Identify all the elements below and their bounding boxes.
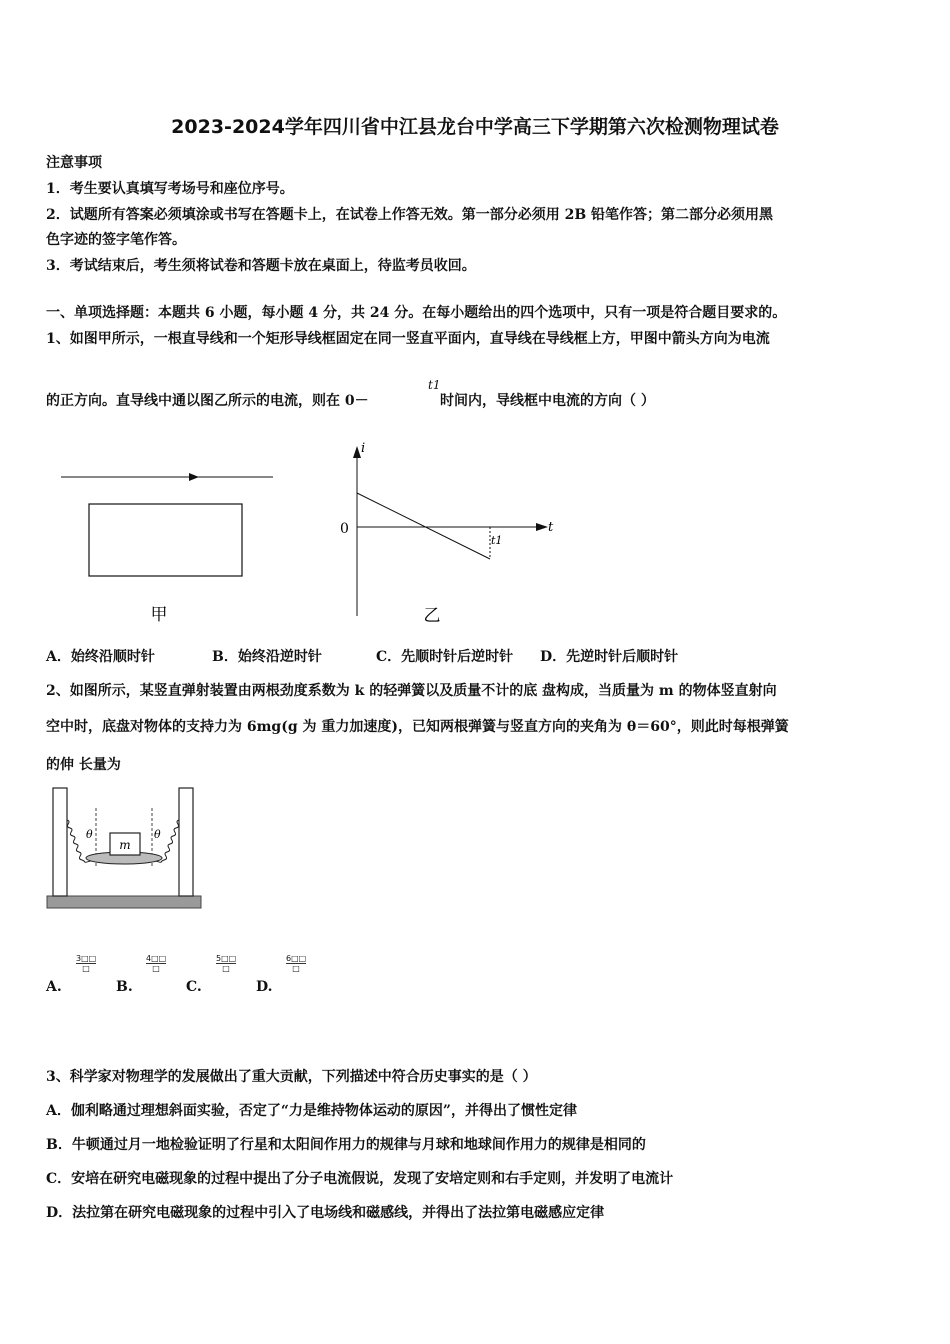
q2-option-c-label: C. (186, 979, 202, 995)
spring-launcher-figure (46, 786, 204, 912)
question-1-line: 时间内，导线框中电流的方向（ ） (440, 393, 655, 409)
q1-option-c: C．先顺时针后逆时针 (376, 649, 514, 665)
mass-label: m (119, 838, 131, 852)
right-angle-label: θ (154, 828, 161, 841)
q2-option-d-label: D. (256, 979, 273, 995)
page-title: 2023-2024学年四川省中江县龙台中学高三下学期第六次检测物理试卷 (171, 116, 779, 138)
q3-option-d: D．法拉第在研究电磁现象的过程中引入了电场线和磁感线，并得出了法拉第电磁感应定律 (46, 1205, 605, 1221)
question-2-line: 空中时，底盘对物体的支持力为 6mg(g 为 重力加速度)，已知两根弹簧与竖直方向的夹角为 θ＝60°，则此时每根弹簧 (46, 719, 789, 735)
question-3-stem: 3、科学家对物理学的发展做出了重大贡献，下列描述中符合历史事实的是（ ） (46, 1069, 537, 1085)
question-2-line: 的伸 长量为 (46, 757, 121, 773)
t-axis-arrow (536, 523, 548, 531)
origin-label: 0 (340, 521, 349, 537)
fraction-denominator: □ (222, 964, 230, 973)
fraction-denominator: □ (152, 964, 160, 973)
notice-item: 3．考试结束后，考生须将试卷和答题卡放在桌面上，待监考员收回。 (46, 258, 476, 274)
notice-heading: 注意事项 (46, 155, 102, 171)
question-1-line: 1、如图甲所示，一根直导线和一个矩形导线框固定在同一竖直平面内，直导线在导线框上方，甲图中箭头方向为电流 (46, 331, 770, 347)
notice-item: 色字迹的签字笔作答。 (46, 232, 186, 248)
q1-option-d: D．先逆时针后顺时针 (540, 649, 679, 665)
wire-frame (89, 504, 242, 576)
fraction-denominator: □ (82, 964, 90, 973)
left-post (53, 788, 67, 896)
fraction-numerator: 5□□ (216, 954, 237, 963)
q2-option-b-label: B. (116, 979, 133, 995)
question-1-line: 的正方向。直导线中通以图乙所示的电流，则在 0－ (46, 393, 369, 409)
notice-item: 1．考生要认真填写考场号和座位序号。 (46, 181, 294, 197)
q2-option-a-label: A. (46, 979, 62, 995)
current-line (357, 493, 490, 559)
left-angle-label: θ (86, 828, 93, 841)
section-heading: 一、单项选择题：本题共 6 小题，每小题 4 分，共 24 分。在每小题给出的四个选项中，只有一项是符合题目要求的。 (46, 305, 787, 321)
fraction-numerator: 4□□ (146, 954, 167, 963)
q2-option-b-fraction (146, 954, 166, 973)
jia-label: 甲 (150, 605, 168, 625)
yi-label: 乙 (423, 606, 441, 626)
q1-option-b: B．始终沿逆时针 (212, 649, 322, 665)
t1-symbol: t1 (428, 378, 441, 392)
q3-option-b: B．牛顿通过月一地检验证明了行星和太阳间作用力的规律与月球和地球间作用力的规律是相同的 (46, 1137, 646, 1153)
t1-label: t1 (491, 534, 503, 547)
right-post (179, 788, 193, 896)
q3-option-a: A．伽利略通过理想斜面实验，否定了“力是维持物体运动的原因”，并得出了惯性定律 (46, 1103, 577, 1119)
q2-option-a-fraction (76, 954, 96, 973)
fraction-denominator: □ (292, 964, 300, 973)
q1-option-a: A．始终沿顺时针 (46, 649, 155, 665)
t-axis-label: t (548, 520, 554, 535)
fraction-numerator: 6□□ (286, 954, 307, 963)
q2-option-c-fraction (216, 954, 236, 973)
current-arrow (189, 473, 199, 481)
fraction-numerator: 3□□ (76, 954, 97, 963)
base-plate (47, 896, 201, 908)
i-axis-label: i (361, 441, 366, 456)
figure-yi (330, 436, 570, 630)
question-2-line: 2、如图所示，某竖直弹射装置由两根劲度系数为 k 的轻弹簧以及质量不计的底 盘构成，当质量为 m 的物体竖直射向 (46, 683, 777, 699)
q2-option-d-fraction (286, 954, 306, 973)
q3-option-c: C．安培在研究电磁现象的过程中提出了分子电流假说，发现了安培定则和右手定则，并发明了电流计 (46, 1171, 674, 1187)
figure-jia (55, 460, 285, 630)
i-axis-arrow (353, 446, 361, 458)
notice-item: 2．试题所有答案必须填涂或书写在答题卡上，在试卷上作答无效。第一部分必须用 2B 铅笔作答；第二部分必须用黑 (46, 207, 774, 223)
